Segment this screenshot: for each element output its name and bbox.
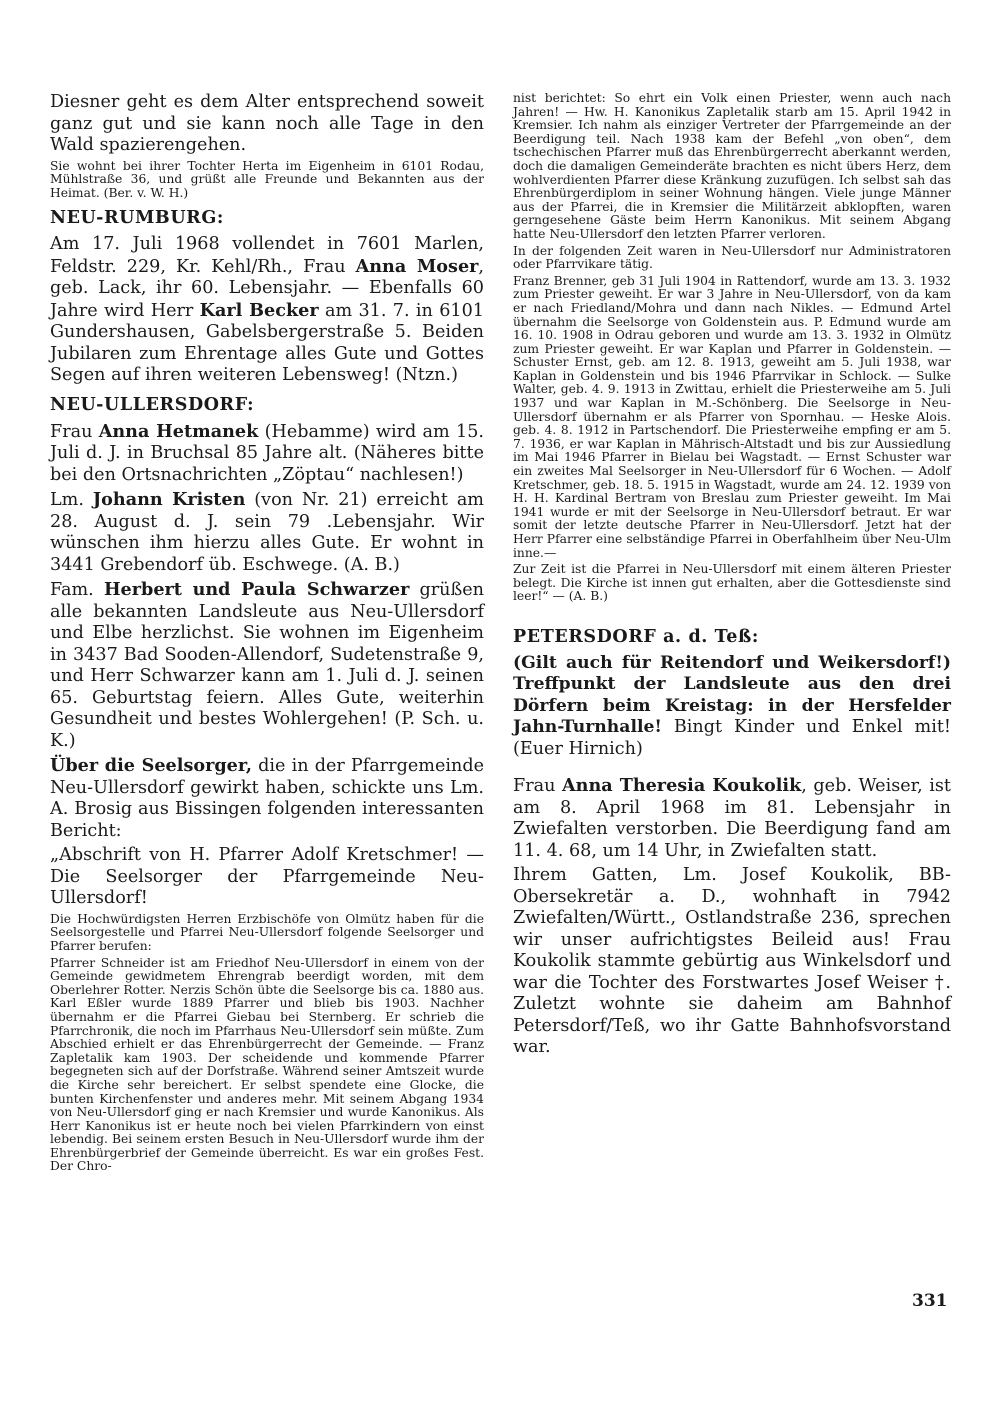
paragraph: (Gilt auch für Reitendorf und Weikersdorf!) Treffpunkt der Landsleute aus den drei Dörfern beim Kreistag: in der Hersfelder Jahn-Turnhalle! Bingt Kinder und Enkel mit! (Euer Hirnich) — [513, 652, 951, 759]
paragraph: nist berichtet: So ehrt ein Volk einen Priester, wenn auch nach Jahren! — Hw. H. Kanonikus Zapletalik starb am 15. April 1942 in Kremsier. Ich nahm als einziger Vertreter der Pfarrgemeinde an der Beerdigung teil. Nach 1938 kam der Befehl „von oben“, dem tschechischen Pfarrer muß das Ehrenbürgerrecht aberkannt werden, doch die damaligen Gemeinderäte brachten es nicht übers Herz, dem wohlverdienten Pfarrer diese Kränkung zuzufügen. Ich selbst sah das Ehrenbürgerdiplom in seiner Wohnung hängen. Viele junge Männer aus der Pfarrei, die in Kremsier die Militärzeit abklopften, waren gerngesehene Gäste beim Herrn Kanonikus. Mit seinem Abgang hatte Neu-Ullersdorf den letzten Pfarrer verloren. — [513, 91, 951, 241]
paragraph: Zur Zeit ist die Pfarrei in Neu-Ullersdorf mit einem älteren Priester belegt. Die Kirche ist innen gut erhalten, aber die Gottesdienste sind leer!“ — (A. B.) — [513, 562, 951, 604]
paragraph: Am 17. Juli 1968 vollendet in 7601 Marlen, Feldstr. 229, Kr. Kehl/Rh., Frau Anna Moser, geb. Lack, ihr 60. Lebensjahr. — Ebenfalls 60 Jahre wird Herr Karl Becker am 31. 7. in 6101 Gundershausen, Gabelsbergerstraße 5. Beiden Jubilaren zum Ehrentage alles Gute und Gottes Segen auf ihren weiteren Lebensweg! (Ntzn.) — [50, 234, 484, 386]
right-column — [513, 92, 951, 1062]
paragraph: Franz Brenner, geb 31 Juli 1904 in Rattendorf, wurde am 13. 3. 1932 zum Priester geweiht. Er war 3 Jahre in Neu-Ullersdorf, von da kam er nach Friedland/Mohra und dann nach Nikles. — Edmund Artel übernahm die Seelsorge von Goldenstein aus. P. Edmund wurde am 16. 10. 1908 in Odrau geboren und wurde am 13. 3. 1932 in Olmütz zum Priester geweiht. Er war Kaplan und Pfarrer in Goldenstein. — Schuster Ernst, geb. am 12. 8. 1913, geweiht am 5. Juli 1938, war Kaplan in Goldenstein und bis 1946 Pfarrvikar in Schlock. — Sulke Walter, geb. 4. 9. 1913 in Zwittau, erhielt die Priesterweihe am 5. Juli 1937 und war Kaplan in M.-Schönberg. Die Seelsorge in Neu-Ullersdorf übernahm er als Pfarrer von Spornhau. — Heske Alois. geb. 4. 8. 1912 in Partschendorf. Die Priesterweihe empfing er am 5. 7. 1936, er war Kaplan in Mährisch-Altstadt und bis zur Aussiedlung im Mai 1946 Pfarrer in Bielau bei Wagstadt. — Ernst Schuster war ein zweites Mal Seelsorger in Neu-Ullersdorf für 6 Wochen. — Adolf Kretschmer, geb. 18. 5. 1915 in Wagstadt, wurde am 24. 12. 1939 von H. H. Kardinal Bertram von Breslau zum Priester geweiht. Im Mai 1941 wurde er mit der Seelsorge in Neu-Ullersdorf betraut. Er war somit der letzte deutsche Pfarrer in Neu-Ullersdorf. Jetzt hat der Herr Pfarrer eine selbständige Pfarrei in Oberfahlheim über Neu-Ulm inne.— — [513, 273, 951, 560]
section-heading-neu-rumburg: NEU-RUMBURG: — [50, 208, 224, 229]
paragraph: Fam. Herbert und Paula Schwarzer grüßen alle bekannten Landsleute aus Neu-Ullersdorf und Elbe herzlichst. Sie wohnen im Eigenheim in 3437 Bad Sooden-Allendorf, Sudetenstraße 9, und Herr Schwarzer kann am 1. Juli d. J. seinen 65. Geburtstag feiern. Alles Gute, weiterhin Gesundheit und bestes Wohlergehen! (P. Sch. u. K.) — [50, 579, 485, 751]
paragraph: „Abschrift von H. Pfarrer Adolf Kretschmer! — Die Seelsorger der Pfarrgemeinde Neu-Ullersdorf! — [50, 845, 484, 909]
paragraph: Lm. Johann Kristen (von Nr. 21) erreicht am 28. August d. J. sein 79 .Lebensjahr. Wir wünschen ihm hierzu alles Gute. Er wohnt in 3441 Grebendorf üb. Eschwege. (A. B.) — [50, 489, 484, 575]
paragraph: In der folgenden Zeit waren in Neu-Ullersdorf nur Administratoren oder Pfarrvikare tätig. — [513, 243, 951, 272]
paragraph: Pfarrer Schneider ist am Friedhof Neu-Ullersdorf in einem von der Gemeinde gewidmetem Ehrengrab beerdigt worden, mit dem Oberlehrer Rotter. Nerzis Schön übte die Seelsorge bis ca. 1880 aus. Karl Eßler wurde 1889 Pfarrer und blieb bis 1903. Nachher übernahm er die Pfarrei Giebau bei Sternberg. Er schrieb die Pfarrchronik, die noch im Pfarrhaus Neu-Ullersdorf sein müßte. Zum Abschied erhielt er das Ehrenbürgerrecht der Gemeinde. — Franz Zapletalik kam 1903. Der scheidende und kommende Pfarrer begegneten sich auf der Dorfstraße. Während seiner Amtszeit wurde die Kirche sehr bereichert. Er selbst spendete eine Glocke, die bunten Kirchenfenster und anderes mehr. Mit seinem Abgang 1934 von Neu-Ullersdorf ging er nach Kremsier und wurde Kanonikus. Als Herr Kanonikus ist er heute noch bei vielen Pfarrkindern von einst lebendig. Bei seinem ersten Besuch in Neu-Ullersdorf wurde ihm der Ehrenbürgerbrief der Gemeinde überreicht. Es war ein großes Fest. Der Chro- — [50, 955, 484, 1174]
paragraph: Über die Seelsorger, die in der Pfarrgemeinde Neu-Ullersdorf gewirkt haben, schickte uns Lm. A. Brosig aus Bissingen folgenden interessanten Bericht: — [50, 755, 484, 841]
paragraph: Diesner geht es dem Alter entsprechend soweit ganz gut und sie kann noch alle Tage in den Wald spazierengehen. — [50, 92, 484, 155]
section-heading-petersdorf: PETERSDORF a. d. Teß: — [513, 626, 759, 647]
paragraph: Sie wohnt bei ihrer Tochter Herta im Eigenheim in 6101 Rodau, Mühlstraße 36, und grüßt alle Freunde und Bekannten aus der Heimat. (Ber. v. W. H.) — [50, 158, 484, 200]
left-column — [50, 92, 484, 1177]
paragraph: Frau Anna Hetmanek (Hebamme) wird am 15. Juli d. J. in Bruchsal 85 Jahre alt. (Näheres bitte bei den Ortsnachrichten „Zöptau“ nachlesen!) — [50, 420, 484, 485]
paragraph: Die Hochwürdigsten Herren Erzbischöfe von Olmütz haben für die Seelsorgestelle und Pfarrei Neu-Ullersdorf folgende Seelsorger und Pfarrer berufen: — [50, 911, 484, 953]
page-number: 331 — [912, 1291, 948, 1311]
paragraph: Frau Anna Theresia Koukolik, geb. Weiser, ist am 8. April 1968 im 81. Lebensjahr in Zwiefalten verstorben. Die Beerdigung fand am 11. 4. 68, um 14 Uhr, in Zwiefalten statt. — [513, 775, 951, 861]
paragraph: Ihrem Gatten, Lm. Josef Koukolik, BB-Obersekretär a. D., wohnhaft in 7942 Zwiefalten/Württ., Ostlandstraße 236, sprechen wir unser aufrichtigstes Beileid aus! Frau Koukolik stammte gebürtig aus Winkelsdorf und war die Tochter des Forstwartes Josef Weiser †. Zuletzt wohnte sie daheim am Bahnhof Petersdorf/Teß, wo ihr Gatte Bahnhofsvorstand war. — [513, 865, 951, 1058]
section-heading-neu-ullersdorf: NEU-ULLERSDORF: — [50, 394, 255, 415]
